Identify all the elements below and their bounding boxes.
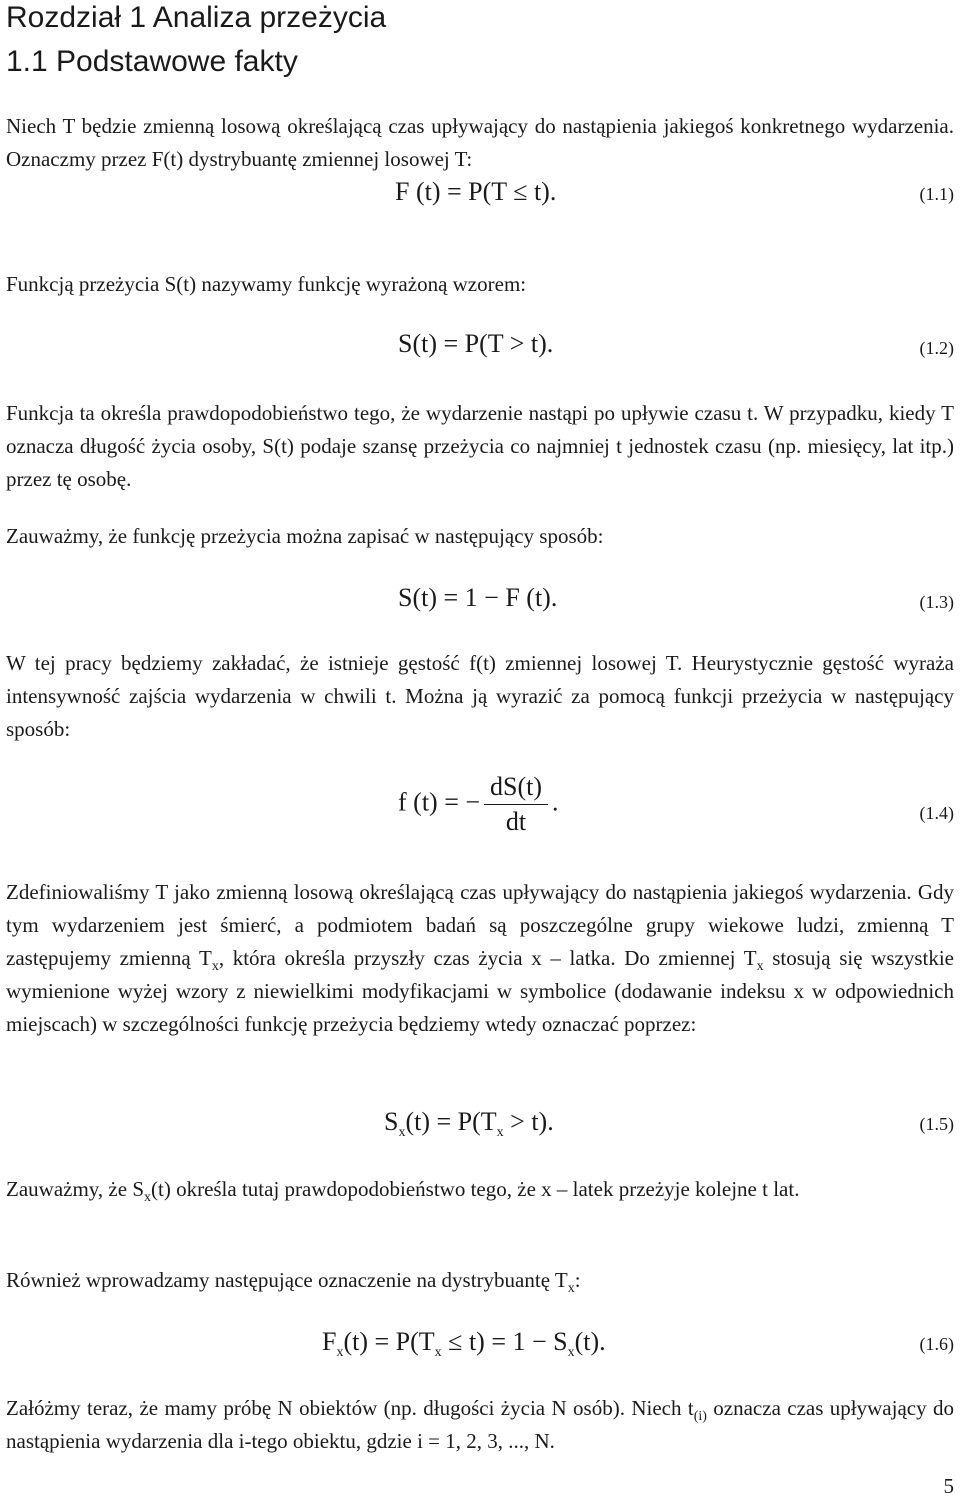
- fraction-denominator: dt: [505, 807, 527, 836]
- equation-1-5: [384, 1106, 554, 1141]
- paragraph-1: Niech T będzie zmienną losową określającą czas upływający do nastąpienia jakiegoś konkretnego wydarzenia. Oznaczmy przez F(t) dystrybuantę zmiennej losowej T:: [6, 114, 954, 171]
- eq5-sub-a: x: [398, 1125, 406, 1141]
- equation-1-4-lhs: f (t) = −: [398, 787, 481, 817]
- section-title: 1.1 Podstawowe fakty: [6, 45, 298, 78]
- equation-number-1-6: (1.6): [919, 1334, 954, 1354]
- eq6-sub-b: x: [434, 1345, 442, 1361]
- equation-number-1-5: (1.5): [919, 1114, 954, 1134]
- fraction: [484, 772, 548, 837]
- eq5-part-b: (t) = P(T: [405, 1107, 497, 1136]
- equation-1-4: [398, 772, 559, 837]
- page-number: 5: [943, 1474, 954, 1498]
- eq5-sub-b: x: [496, 1125, 504, 1141]
- p7-text-2: (t) określa tutaj prawdopodobieństwo tego, że x – latek przeżyje kolejne t lat.: [151, 1177, 800, 1201]
- equation-1-4-tail: .: [552, 787, 559, 817]
- p7-sub-1: x: [144, 1190, 151, 1206]
- equation-number-1-1: (1.1): [919, 184, 954, 204]
- paragraph-6: [6, 876, 954, 1041]
- p7-text-1: Zauważmy, że S: [6, 1177, 144, 1201]
- paragraph-8: [6, 1264, 954, 1297]
- eq6-part-c: ≤ t) = 1 − S: [441, 1327, 568, 1356]
- p8-sub-1: x: [567, 1281, 575, 1297]
- p6-text-3: stosują się wszystkie wymienione wyżej wzory z niewielkimi modyfikacjami w symbolice (dodawanie indeksu x w odpowiednich miejscach) w szczególności funkcję przeżycia będziemy wtedy oznaczać poprzez:: [6, 946, 955, 1036]
- paragraph-9: [6, 1392, 954, 1458]
- p6-sub-2: x: [756, 959, 764, 975]
- eq6-sub-c: x: [567, 1345, 575, 1361]
- eq6-part-d: (t).: [574, 1327, 606, 1356]
- p8-text-2: :: [574, 1268, 581, 1292]
- equation-1-1: F (t) = P(T ≤ t).: [395, 177, 557, 206]
- equation-1-3: S(t) = 1 − F (t).: [398, 583, 558, 612]
- eq5-part-a: S: [384, 1107, 399, 1136]
- p6-text-2: , która określa przyszły czas życia x – latka. Do zmiennej T: [218, 946, 757, 970]
- paragraph-4: Zauważmy, że funkcję przeżycia można zapisać w następujący sposób:: [6, 524, 604, 548]
- p8-text-1: Również wprowadzamy następujące oznaczenie na dystrybuantę T: [6, 1268, 568, 1292]
- equation-1-6: [322, 1326, 606, 1361]
- eq6-sub-a: x: [336, 1345, 344, 1361]
- paragraph-2: Funkcją przeżycia S(t) nazywamy funkcję wyrażoną wzorem:: [6, 272, 527, 296]
- paragraph-5: W tej pracy będziemy zakładać, że istnieje gęstość f(t) zmiennej losowej T. Heurystycznie gęstość wyraża intensywność zajścia wydarzenia w chwili t. Można ją wyrazić za pomocą funkcji przeżycia w następujący sposób:: [6, 651, 954, 741]
- equation-number-1-4: (1.4): [919, 803, 954, 823]
- chapter-title: Rozdział 1 Analiza przeżycia: [6, 1, 387, 34]
- equation-number-1-2: (1.2): [919, 338, 954, 358]
- p6-sub-1: x: [211, 959, 219, 975]
- p9-text-2: oznacza czas upływający do nastąpienia wydarzenia dla i-tego obiektu, gdzie i = 1, 2, 3, ..., N.: [6, 1396, 954, 1453]
- p6-text-1: Zdefiniowaliśmy T jako zmienną losową określającą czas upływający do nastąpienia jakiegoś wydarzenia. Gdy tym wydarzeniem jest śmierć, a podmiotem badań są poszczególne grupy wiekowe ludzi, zmienną T zastępujemy zmienną T: [6, 880, 954, 970]
- fraction-numerator: dS(t): [484, 772, 548, 805]
- paragraph-7: [6, 1173, 954, 1206]
- equation-1-2: S(t) = P(T > t).: [398, 329, 554, 358]
- equation-number-1-3: (1.3): [919, 592, 954, 612]
- p9-sub-1: (i): [693, 1409, 707, 1425]
- eq6-part-b: (t) = P(T: [343, 1327, 435, 1356]
- eq5-part-c: > t).: [503, 1107, 554, 1136]
- eq6-part-a: F: [322, 1327, 337, 1356]
- paragraph-3: Funkcja ta określa prawdopodobieństwo tego, że wydarzenie nastąpi po upływie czasu t. W przypadku, kiedy T oznacza długość życia osoby, S(t) podaje szansę przeżycia co najmniej t jednostek czasu (np. miesięcy, lat itp.) przez tę osobę.: [6, 401, 954, 491]
- p9-text-1: Załóżmy teraz, że mamy próbę N obiektów (np. długości życia N osób). Niech t: [6, 1396, 694, 1420]
